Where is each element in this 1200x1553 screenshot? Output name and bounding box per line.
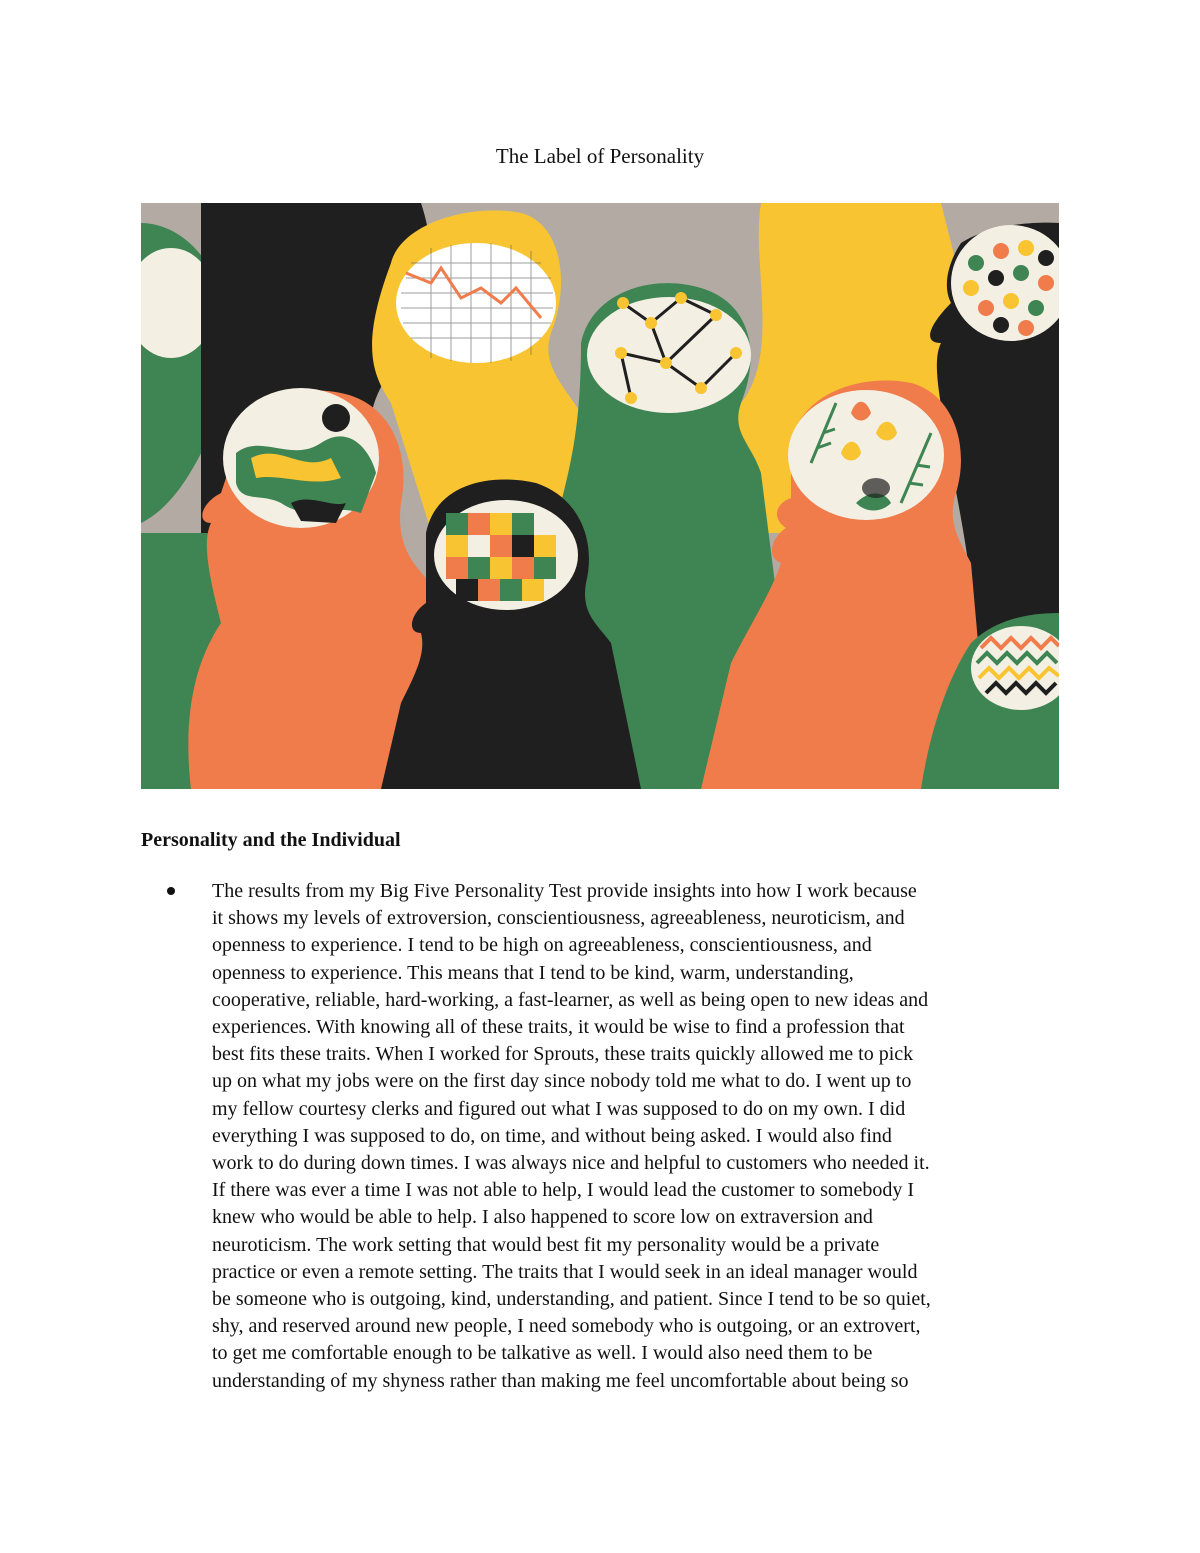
paragraph-line: my fellow courtesy clerks and figured out what I was supposed to do on my own. I did bbox=[212, 1097, 906, 1120]
paragraph-line: openness to experience. I tend to be high on agreeableness, conscientiousness, and bbox=[212, 934, 872, 957]
paragraph-line: cooperative, reliable, hard-working, a fast-learner, as well as being open to new ideas and bbox=[212, 988, 929, 1011]
bullet-marker bbox=[167, 887, 175, 895]
section-heading: Personality and the Individual bbox=[141, 829, 401, 851]
paragraph-line: it shows my levels of extroversion, conscientiousness, agreeableness, neuroticism, and bbox=[212, 907, 905, 930]
personality-heads-illustration bbox=[141, 203, 1059, 789]
document-title: The Label of Personality bbox=[495, 144, 705, 168]
paragraph-line: be someone who is outgoing, kind, understanding, and patient. Since I tend to be so quiet, bbox=[212, 1288, 931, 1311]
paragraph-line: work to do during down times. I was always nice and helpful to customers who needed it. bbox=[212, 1152, 930, 1175]
paragraph-line: up on what my jobs were on the first day since nobody told me what to do. I went up to bbox=[212, 1070, 912, 1093]
paragraph-line: neuroticism. The work setting that would best fit my personality would be a private bbox=[212, 1233, 880, 1256]
paragraph-line: shy, and reserved around new people, I need somebody who is outgoing, or an extrovert, bbox=[212, 1315, 921, 1338]
bullet-paragraph bbox=[212, 878, 1062, 1395]
paragraph-line: knew who would be able to help. I also happened to score low on extraversion and bbox=[212, 1206, 873, 1229]
heads-artwork bbox=[141, 203, 1059, 789]
paragraph-line: everything I was supposed to do, on time, and without being asked. I would also find bbox=[212, 1124, 892, 1147]
paragraph-line: understanding of my shyness rather than making me feel uncomfortable about being so bbox=[212, 1369, 909, 1392]
paragraph-line: to get me comfortable enough to be talkative as well. I would also need them to be bbox=[212, 1342, 873, 1365]
paragraph-line: If there was ever a time I was not able to help, I would lead the customer to somebody I bbox=[212, 1179, 915, 1202]
paragraph-line: experiences. With knowing all of these traits, it would be wise to find a profession that bbox=[212, 1016, 905, 1039]
paragraph-line: openness to experience. This means that I tend to be kind, warm, understanding, bbox=[212, 961, 854, 984]
paragraph-line: The results from my Big Five Personality Test provide insights into how I work because bbox=[212, 880, 917, 902]
paragraph-line: best fits these traits. When I worked for Sprouts, these traits quickly allowed me to pick bbox=[212, 1043, 914, 1066]
paragraph-line: practice or even a remote setting. The traits that I would seek in an ideal manager would bbox=[212, 1260, 918, 1283]
